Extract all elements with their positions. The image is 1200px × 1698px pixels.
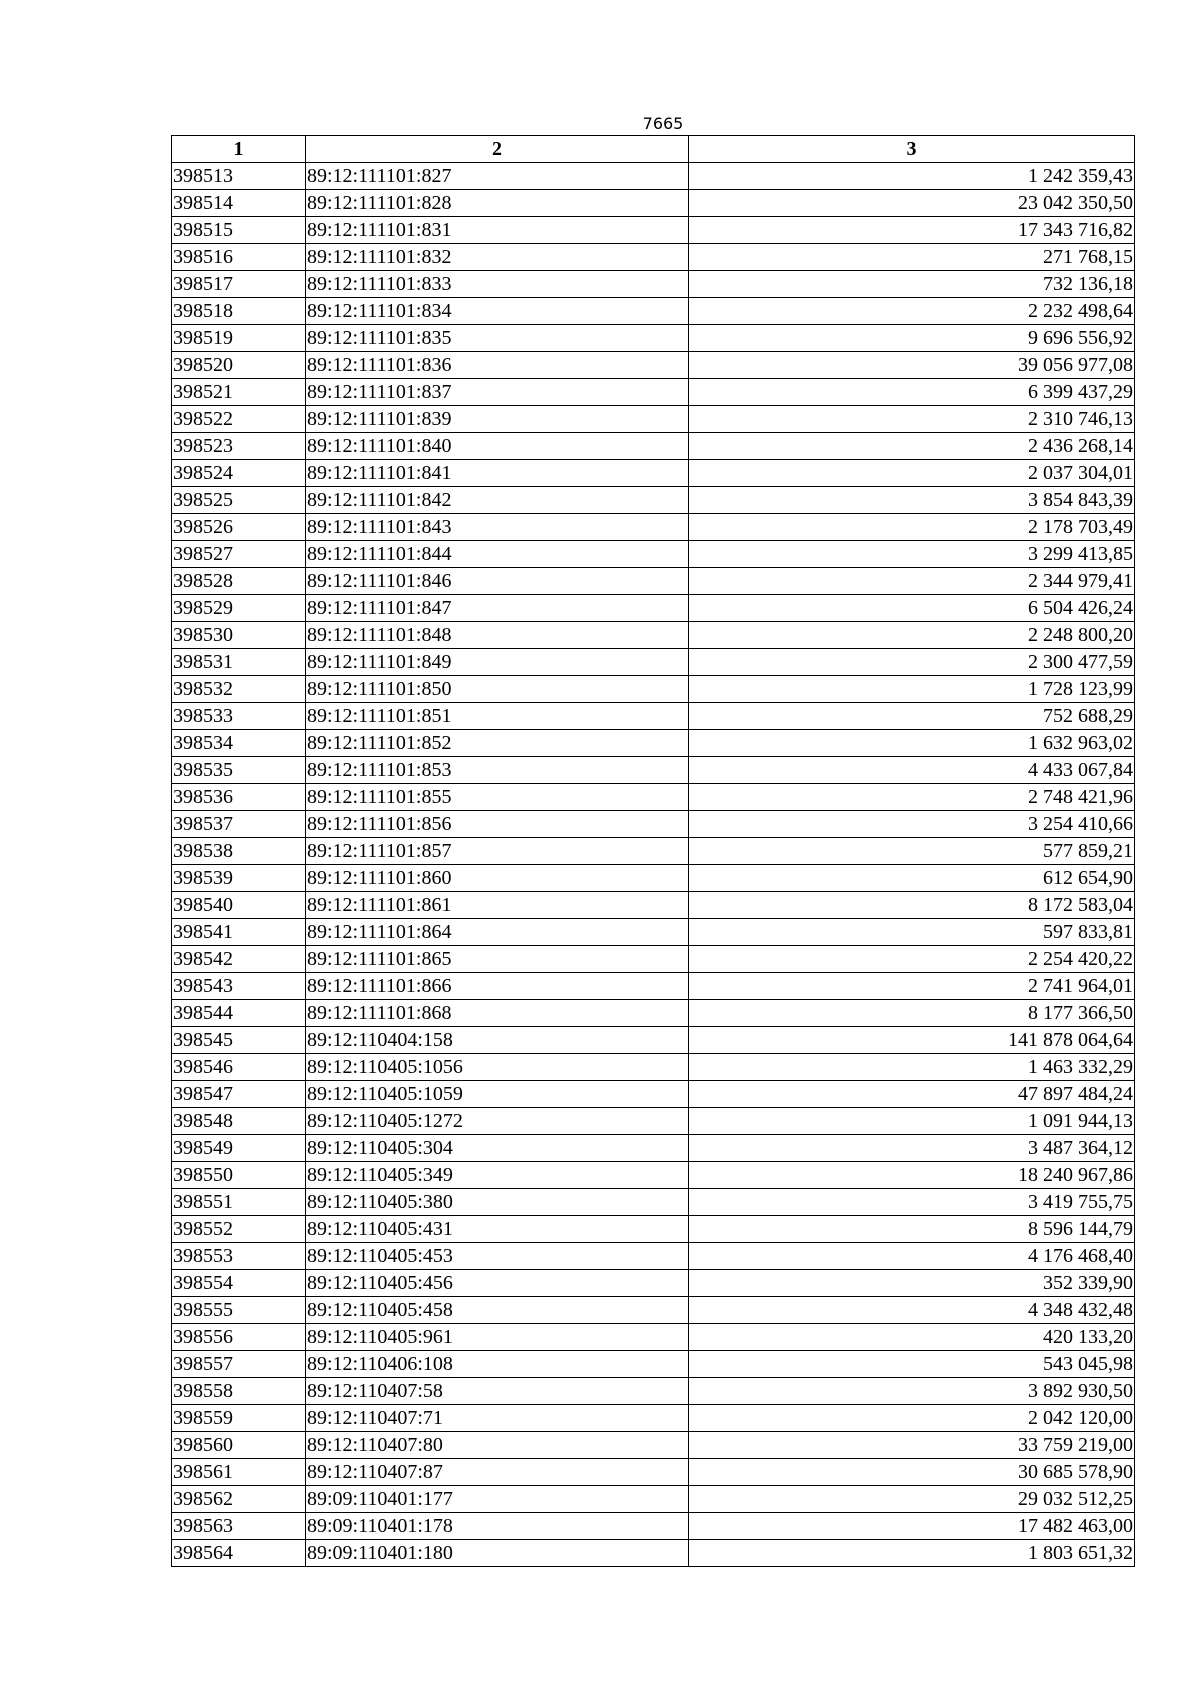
- value-cell: 2 310 746,13: [689, 406, 1135, 433]
- table-row: [172, 433, 1135, 460]
- table-row: [172, 892, 1135, 919]
- table-row: [172, 217, 1135, 244]
- value-cell: 8 172 583,04: [689, 892, 1135, 919]
- cadastral-number-cell: 89:12:111101:864: [306, 919, 689, 946]
- table-row: [172, 1513, 1135, 1540]
- table-row: [172, 1459, 1135, 1486]
- table-row: [172, 1270, 1135, 1297]
- cadastral-number-cell: 89:12:111101:848: [306, 622, 689, 649]
- table-row: [172, 676, 1135, 703]
- row-number-cell: 398560: [172, 1432, 306, 1459]
- row-number-cell: 398532: [172, 676, 306, 703]
- table-row: [172, 325, 1135, 352]
- table-row: [172, 649, 1135, 676]
- cadastral-number-cell: 89:12:110405:1059: [306, 1081, 689, 1108]
- row-number-cell: 398520: [172, 352, 306, 379]
- value-cell: 752 688,29: [689, 703, 1135, 730]
- cadastral-number-cell: 89:12:111101:846: [306, 568, 689, 595]
- cadastral-number-cell: 89:12:110407:87: [306, 1459, 689, 1486]
- cadastral-number-cell: 89:12:111101:850: [306, 676, 689, 703]
- table-row: [172, 1189, 1135, 1216]
- row-number-cell: 398516: [172, 244, 306, 271]
- table-row: [172, 1216, 1135, 1243]
- row-number-cell: 398550: [172, 1162, 306, 1189]
- value-cell: 3 487 364,12: [689, 1135, 1135, 1162]
- row-number-cell: 398538: [172, 838, 306, 865]
- table-row: [172, 1135, 1135, 1162]
- cadastral-number-cell: 89:12:111101:861: [306, 892, 689, 919]
- row-number-cell: 398526: [172, 514, 306, 541]
- value-cell: 2 254 420,22: [689, 946, 1135, 973]
- table-row: [172, 1027, 1135, 1054]
- table-row: [172, 190, 1135, 217]
- table-row: [172, 1243, 1135, 1270]
- value-cell: 3 892 930,50: [689, 1378, 1135, 1405]
- value-cell: 4 348 432,48: [689, 1297, 1135, 1324]
- row-number-cell: 398545: [172, 1027, 306, 1054]
- value-cell: 17 343 716,82: [689, 217, 1135, 244]
- value-cell: 2 741 964,01: [689, 973, 1135, 1000]
- value-cell: 6 504 426,24: [689, 595, 1135, 622]
- cadastral-number-cell: 89:12:111101:855: [306, 784, 689, 811]
- row-number-cell: 398513: [172, 163, 306, 190]
- value-cell: 17 482 463,00: [689, 1513, 1135, 1540]
- cadastral-number-cell: 89:12:111101:831: [306, 217, 689, 244]
- row-number-cell: 398554: [172, 1270, 306, 1297]
- table-row: [172, 622, 1135, 649]
- value-cell: 2 436 268,14: [689, 433, 1135, 460]
- page-number: 7665: [642, 114, 684, 133]
- cadastral-number-cell: 89:12:111101:866: [306, 973, 689, 1000]
- value-cell: 3 419 755,75: [689, 1189, 1135, 1216]
- cadastral-number-cell: 89:12:111101:839: [306, 406, 689, 433]
- table-row: [172, 1378, 1135, 1405]
- table-row: [172, 244, 1135, 271]
- value-cell: 8 596 144,79: [689, 1216, 1135, 1243]
- table-row: [172, 352, 1135, 379]
- cadastral-number-cell: 89:12:110405:431: [306, 1216, 689, 1243]
- cadastral-number-cell: 89:12:110405:380: [306, 1189, 689, 1216]
- value-cell: 30 685 578,90: [689, 1459, 1135, 1486]
- value-cell: 4 176 468,40: [689, 1243, 1135, 1270]
- table-row: [172, 1324, 1135, 1351]
- value-cell: 352 339,90: [689, 1270, 1135, 1297]
- cadastral-number-cell: 89:12:110405:304: [306, 1135, 689, 1162]
- row-number-cell: 398548: [172, 1108, 306, 1135]
- cadastral-number-cell: 89:12:111101:853: [306, 757, 689, 784]
- value-cell: 2 042 120,00: [689, 1405, 1135, 1432]
- table-row: [172, 703, 1135, 730]
- table-row: [172, 1540, 1135, 1567]
- value-cell: 8 177 366,50: [689, 1000, 1135, 1027]
- row-number-cell: 398529: [172, 595, 306, 622]
- table-row: [172, 460, 1135, 487]
- value-cell: 732 136,18: [689, 271, 1135, 298]
- cadastral-number-cell: 89:12:110405:453: [306, 1243, 689, 1270]
- row-number-cell: 398547: [172, 1081, 306, 1108]
- value-cell: 612 654,90: [689, 865, 1135, 892]
- table-row: [172, 946, 1135, 973]
- table-row: [172, 379, 1135, 406]
- table-row: [172, 1108, 1135, 1135]
- cadastral-number-cell: 89:12:110407:58: [306, 1378, 689, 1405]
- table-row: [172, 1486, 1135, 1513]
- row-number-cell: 398524: [172, 460, 306, 487]
- row-number-cell: 398564: [172, 1540, 306, 1567]
- table-row: [172, 568, 1135, 595]
- row-number-cell: 398517: [172, 271, 306, 298]
- table-row: [172, 514, 1135, 541]
- row-number-cell: 398542: [172, 946, 306, 973]
- cadastral-number-cell: 89:12:111101:828: [306, 190, 689, 217]
- table-row: [172, 1405, 1135, 1432]
- table-row: [172, 163, 1135, 190]
- value-cell: 577 859,21: [689, 838, 1135, 865]
- cadastral-number-cell: 89:12:110405:1272: [306, 1108, 689, 1135]
- value-cell: 2 300 477,59: [689, 649, 1135, 676]
- value-cell: 1 728 123,99: [689, 676, 1135, 703]
- cadastral-number-cell: 89:12:110405:458: [306, 1297, 689, 1324]
- row-number-cell: 398557: [172, 1351, 306, 1378]
- table-row: [172, 784, 1135, 811]
- cadastral-number-cell: 89:12:111101:868: [306, 1000, 689, 1027]
- cadastral-number-cell: 89:12:111101:860: [306, 865, 689, 892]
- table-row: [172, 1000, 1135, 1027]
- table-row: [172, 595, 1135, 622]
- value-cell: 1 242 359,43: [689, 163, 1135, 190]
- cadastral-number-cell: 89:12:111101:834: [306, 298, 689, 325]
- row-number-cell: 398521: [172, 379, 306, 406]
- value-cell: 2 037 304,01: [689, 460, 1135, 487]
- table-row: [172, 811, 1135, 838]
- value-cell: 2 232 498,64: [689, 298, 1135, 325]
- table-row: [172, 406, 1135, 433]
- row-number-cell: 398537: [172, 811, 306, 838]
- cadastral-number-cell: 89:12:110405:456: [306, 1270, 689, 1297]
- row-number-cell: 398531: [172, 649, 306, 676]
- table-row: [172, 1054, 1135, 1081]
- value-cell: 4 433 067,84: [689, 757, 1135, 784]
- value-cell: 9 696 556,92: [689, 325, 1135, 352]
- row-number-cell: 398558: [172, 1378, 306, 1405]
- cadastral-number-cell: 89:12:111101:835: [306, 325, 689, 352]
- row-number-cell: 398514: [172, 190, 306, 217]
- table-body: [172, 163, 1135, 1567]
- cadastral-number-cell: 89:09:110401:178: [306, 1513, 689, 1540]
- row-number-cell: 398553: [172, 1243, 306, 1270]
- column-header-2: 2: [306, 136, 689, 163]
- cadastral-number-cell: 89:09:110401:177: [306, 1486, 689, 1513]
- cadastral-number-cell: 89:12:110405:1056: [306, 1054, 689, 1081]
- value-cell: 18 240 967,86: [689, 1162, 1135, 1189]
- row-number-cell: 398528: [172, 568, 306, 595]
- value-cell: 33 759 219,00: [689, 1432, 1135, 1459]
- row-number-cell: 398556: [172, 1324, 306, 1351]
- table-row: [172, 919, 1135, 946]
- row-number-cell: 398539: [172, 865, 306, 892]
- row-number-cell: 398561: [172, 1459, 306, 1486]
- column-header-3: 3: [689, 136, 1135, 163]
- value-cell: 23 042 350,50: [689, 190, 1135, 217]
- value-cell: 47 897 484,24: [689, 1081, 1135, 1108]
- row-number-cell: 398533: [172, 703, 306, 730]
- row-number-cell: 398535: [172, 757, 306, 784]
- value-cell: 29 032 512,25: [689, 1486, 1135, 1513]
- value-cell: 3 854 843,39: [689, 487, 1135, 514]
- cadastral-number-cell: 89:12:111101:840: [306, 433, 689, 460]
- cadastral-number-cell: 89:12:111101:847: [306, 595, 689, 622]
- row-number-cell: 398527: [172, 541, 306, 568]
- value-cell: 3 299 413,85: [689, 541, 1135, 568]
- cadastral-number-cell: 89:12:110405:349: [306, 1162, 689, 1189]
- row-number-cell: 398522: [172, 406, 306, 433]
- cadastral-number-cell: 89:12:111101:857: [306, 838, 689, 865]
- cadastral-number-cell: 89:12:111101:865: [306, 946, 689, 973]
- table-row: [172, 487, 1135, 514]
- table-row: [172, 973, 1135, 1000]
- row-number-cell: 398543: [172, 973, 306, 1000]
- row-number-cell: 398549: [172, 1135, 306, 1162]
- value-cell: 141 878 064,64: [689, 1027, 1135, 1054]
- cadastral-number-cell: 89:12:111101:849: [306, 649, 689, 676]
- value-cell: 2 248 800,20: [689, 622, 1135, 649]
- row-number-cell: 398563: [172, 1513, 306, 1540]
- table-row: [172, 1351, 1135, 1378]
- cadastral-number-cell: 89:12:110406:108: [306, 1351, 689, 1378]
- table-row: [172, 271, 1135, 298]
- cadastral-number-cell: 89:12:111101:827: [306, 163, 689, 190]
- row-number-cell: 398559: [172, 1405, 306, 1432]
- row-number-cell: 398525: [172, 487, 306, 514]
- cadastral-number-cell: 89:12:110407:80: [306, 1432, 689, 1459]
- table-row: [172, 1081, 1135, 1108]
- table-row: [172, 838, 1135, 865]
- table-row: [172, 730, 1135, 757]
- value-cell: 2 748 421,96: [689, 784, 1135, 811]
- table-row: [172, 1432, 1135, 1459]
- value-cell: 543 045,98: [689, 1351, 1135, 1378]
- row-number-cell: 398518: [172, 298, 306, 325]
- row-number-cell: 398544: [172, 1000, 306, 1027]
- row-number-cell: 398530: [172, 622, 306, 649]
- cadastral-number-cell: 89:12:111101:836: [306, 352, 689, 379]
- value-cell: 420 133,20: [689, 1324, 1135, 1351]
- table-row: [172, 1297, 1135, 1324]
- cadastral-number-cell: 89:12:111101:844: [306, 541, 689, 568]
- cadastral-number-cell: 89:12:111101:841: [306, 460, 689, 487]
- cadastral-number-cell: 89:12:110407:71: [306, 1405, 689, 1432]
- row-number-cell: 398541: [172, 919, 306, 946]
- value-cell: 1 463 332,29: [689, 1054, 1135, 1081]
- row-number-cell: 398534: [172, 730, 306, 757]
- row-number-cell: 398562: [172, 1486, 306, 1513]
- value-cell: 2 344 979,41: [689, 568, 1135, 595]
- cadastral-number-cell: 89:12:111101:832: [306, 244, 689, 271]
- row-number-cell: 398515: [172, 217, 306, 244]
- value-cell: 3 254 410,66: [689, 811, 1135, 838]
- cadastral-number-cell: 89:12:111101:842: [306, 487, 689, 514]
- table-row: [172, 298, 1135, 325]
- table-row: [172, 757, 1135, 784]
- row-number-cell: 398552: [172, 1216, 306, 1243]
- cadastral-number-cell: 89:12:110404:158: [306, 1027, 689, 1054]
- cadastral-number-cell: 89:09:110401:180: [306, 1540, 689, 1567]
- row-number-cell: 398536: [172, 784, 306, 811]
- table-header-row: [172, 136, 1135, 163]
- column-header-1: 1: [172, 136, 306, 163]
- row-number-cell: 398555: [172, 1297, 306, 1324]
- value-cell: 1 091 944,13: [689, 1108, 1135, 1135]
- value-cell: 6 399 437,29: [689, 379, 1135, 406]
- cadastral-number-cell: 89:12:111101:851: [306, 703, 689, 730]
- value-cell: 597 833,81: [689, 919, 1135, 946]
- value-cell: 39 056 977,08: [689, 352, 1135, 379]
- row-number-cell: 398546: [172, 1054, 306, 1081]
- cadastral-number-cell: 89:12:111101:843: [306, 514, 689, 541]
- value-cell: 1 632 963,02: [689, 730, 1135, 757]
- cadastral-number-cell: 89:12:110405:961: [306, 1324, 689, 1351]
- cadastral-number-cell: 89:12:111101:833: [306, 271, 689, 298]
- table-row: [172, 1162, 1135, 1189]
- value-cell: 271 768,15: [689, 244, 1135, 271]
- data-table: [171, 135, 1135, 1567]
- table-row: [172, 865, 1135, 892]
- value-cell: 1 803 651,32: [689, 1540, 1135, 1567]
- cadastral-number-cell: 89:12:111101:852: [306, 730, 689, 757]
- value-cell: 2 178 703,49: [689, 514, 1135, 541]
- row-number-cell: 398519: [172, 325, 306, 352]
- row-number-cell: 398551: [172, 1189, 306, 1216]
- cadastral-number-cell: 89:12:111101:856: [306, 811, 689, 838]
- cadastral-number-cell: 89:12:111101:837: [306, 379, 689, 406]
- table-row: [172, 541, 1135, 568]
- row-number-cell: 398540: [172, 892, 306, 919]
- row-number-cell: 398523: [172, 433, 306, 460]
